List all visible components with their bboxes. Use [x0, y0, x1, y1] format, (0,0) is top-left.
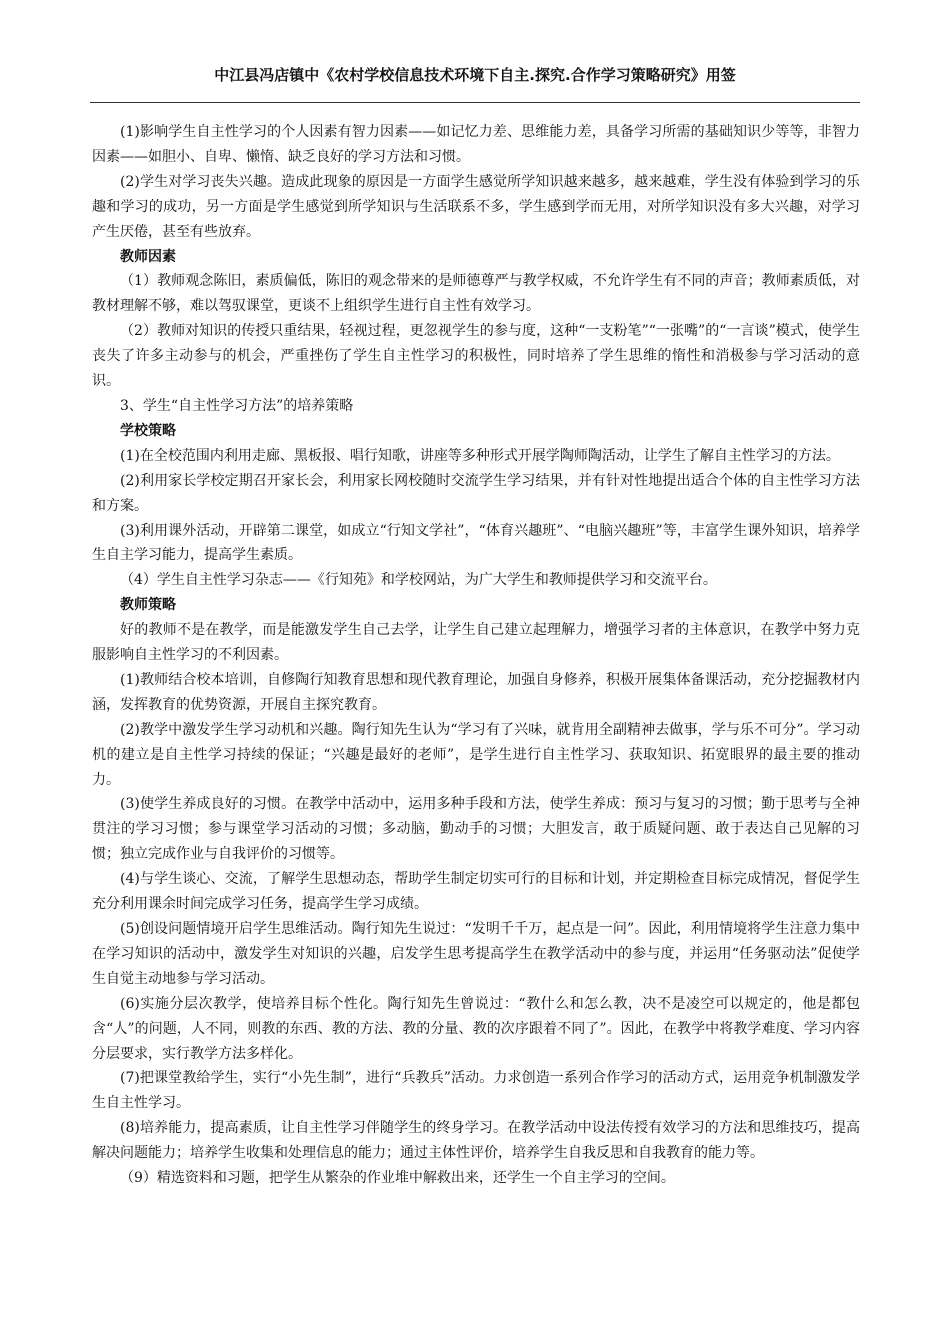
paragraph: （4）学生自主性学习杂志——《行知苑》和学校网站，为广大学生和教师提供学习和交流平台。: [120, 572, 717, 589]
paragraph: (2)教学中激发学生学习动机和兴趣。陶行知先生认为“学习有了兴味，就肯用全副精神去做事，学与乐不可分”。学习动机的建立是自主性学习持续的保证；“兴趣是最好的老师”，是学生进行自主性学习、获取知识、拓宽眼界的最主要的推动力。: [92, 721, 860, 788]
paragraph: (5)创设问题情境开启学生思维活动。陶行知先生说过：“发明千千万，起点是一问”。因此，利用情境将学生注意力集中在学习知识的活动中，激发学生对知识的兴趣，启发学生思考提高学生在教学活动中的参与度，并运用“任务驱动法”促使学生自觉主动地参与学习活动。: [92, 921, 860, 987]
page-header-title: 中江县冯店镇中《农村学校信息技术环境下自主.探究.合作学习策略研究》用签: [214, 66, 736, 84]
paragraph: (1)影响学生自主性学习的个人因素有智力因素——如记忆力差、思维能力差，具备学习所需的基础知识少等等，非智力因素——如胆小、自卑、懒惰、缺乏良好的学习方法和习惯。: [92, 124, 860, 165]
paragraph: （2）教师对知识的传授只重结果，轻视过程，更忽视学生的参与度，这种“一支粉笔”“一张嘴”的“一言谈”模式，使学生丧失了许多主动参与的机会，严重挫伤了学生自主性学习的积极性，同时培养了学生思维的惰性和消极参与学习活动的意识。: [92, 323, 860, 390]
section-heading: 学校策略: [120, 422, 176, 439]
paragraph: (7)把课堂教给学生，实行“小先生制”，进行“兵教兵”活动。力求创造一系列合作学习的活动方式，运用竞争机制激发学生自主性学习。: [92, 1070, 860, 1112]
paragraph: (8)培养能力，提高素质，让自主性学习伴随学生的终身学习。在教学活动中设法传授有效学习的方法和思维技巧，提高解决问题能力；培养学生收集和处理信息的能力；通过主体性评价，培养学生自我反思和自我教育的能力等。: [92, 1120, 860, 1162]
paragraph: (3)利用课外活动，开辟第二课堂，如成立“行知文学社”，“体育兴趣班”、“电脑兴趣班”等，丰富学生课外知识，培养学生自主学习能力，提高学生素质。: [92, 522, 860, 564]
section-heading: 教师因素: [120, 248, 176, 265]
paragraph: (2)学生对学习丧失兴趣。造成此现象的原因是一方面学生感觉所学知识越来越多，越来越难，学生没有体验到学习的乐趣和学习的成功，另一方面是学生感觉到所学知识与生活联系不多，学生感到学而无用，对所学知识没有多大兴趣，对学习产生厌倦，甚至有些放弃。: [92, 173, 860, 240]
document-body: [92, 120, 860, 1191]
section-heading: 教师策略: [120, 597, 176, 614]
paragraph: (4)与学生谈心、交流，了解学生思想动态，帮助学生制定切实可行的目标和计划，并定期检查目标完成情况，督促学生充分利用课余时间完成学习任务，提高学生学习成绩。: [92, 871, 860, 913]
paragraph: (2)利用家长学校定期召开家长会，利用家长网校随时交流学生学习结果，并有针对性地提出适合个体的自主性学习方法和方案。: [92, 472, 860, 514]
header-rule: [90, 102, 860, 103]
paragraph: 3、学生“自主性学习方法”的培养策略: [120, 397, 354, 414]
paragraph: （9）精选资料和习题，把学生从繁杂的作业堆中解救出来，还学生一个自主学习的空间。: [120, 1170, 675, 1187]
paragraph: (1)教师结合校本培训，自修陶行知教育思想和现代教育理论，加强自身修养，积极开展集体备课活动，充分挖掘教材内涵，发挥教育的优势资源，开展自主探究教育。: [92, 671, 860, 713]
paragraph: （1）教师观念陈旧，素质偏低，陈旧的观念带来的是师德尊严与教学权威，不允许学生有不同的声音；教师素质低，对教材理解不够，难以驾驭课堂，更谈不上组织学生进行自主性有效学习。: [92, 273, 860, 315]
paragraph: (1)在全校范围内利用走廊、黑板报、唱行知歌，讲座等多种形式开展学陶师陶活动，让学生了解自主性学习的方法。: [120, 447, 840, 464]
paragraph: 好的教师不是在教学，而是能激发学生自己去学，让学生自己建立起理解力，增强学习者的主体意识，在教学中努力克服影响自主性学习的不利因素。: [92, 622, 860, 664]
paragraph: (3)使学生养成良好的习惯。在教学中活动中，运用多种手段和方法，使学生养成：预习与复习的习惯；勤于思考与全神贯注的学习习惯；参与课堂学习活动的习惯；多动脑，勤动手的习惯；大胆发言，敢于质疑问题、敢于表达自己见解的习惯；独立完成作业与自我评价的习惯等。: [92, 796, 860, 863]
paragraph: (6)实施分层次教学，使培养目标个性化。陶行知先生曾说过：“教什么和怎么教，决不是凌空可以规定的，他是都包含“人”的问题，人不同，则教的东西、教的方法、教的分量、教的次序跟着不同了”。因此，在教学中将教学难度、学习内容分层要求，实行教学方法多样化。: [92, 995, 860, 1062]
